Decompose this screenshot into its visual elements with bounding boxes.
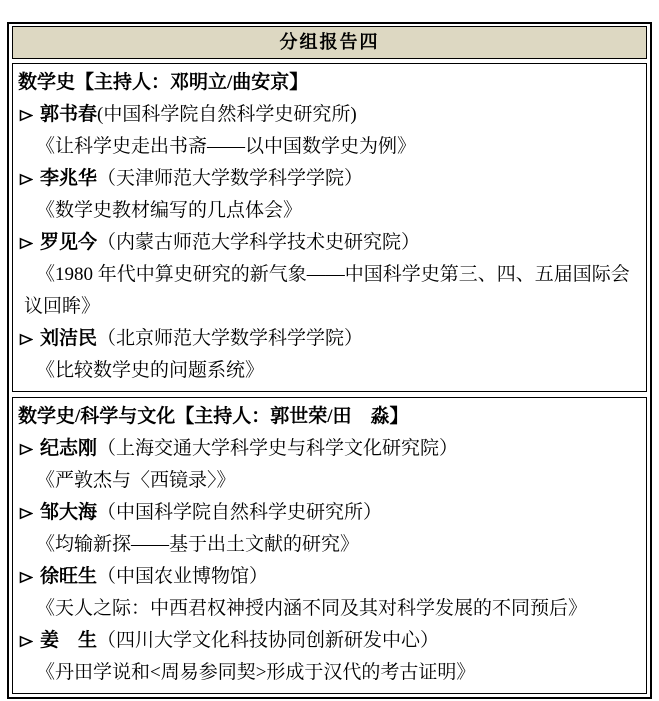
speaker-name: 罗见今 (40, 232, 98, 253)
arrow-bullet-icon (17, 433, 40, 465)
talk-title: 《均输新探——基于出土文献的研究》 (36, 534, 360, 555)
speaker-name: 姜 生 (40, 630, 98, 651)
session-heading: 数学史/科学与文化【主持人：郭世荣/田 淼】 (18, 406, 409, 427)
speaker-item (17, 323, 640, 355)
speaker-item (17, 163, 640, 195)
speaker-name: 邹大海 (40, 502, 98, 523)
session-heading: 数学史【主持人：邓明立/曲安京】 (18, 72, 309, 93)
report-table (7, 22, 652, 699)
speaker-affiliation: （上海交通大学科学史与科学文化研究院） (97, 438, 459, 459)
speaker-affiliation: (中国科学院自然科学史研究所) (97, 104, 357, 125)
talk-title: 《丹田学说和<周易参同契>形成于汉代的考古证明》 (36, 662, 476, 683)
speaker-item (17, 625, 640, 657)
speaker-affiliation: （内蒙古师范大学科学技术史研究院） (97, 232, 421, 253)
talk-title: 《数学史教材编写的几点体会》 (36, 200, 303, 221)
speaker-item (17, 227, 640, 259)
arrow-bullet-icon (17, 497, 40, 529)
speaker-item (17, 433, 640, 465)
talk-title: 《让科学史走出书斋——以中国数学史为例》 (36, 136, 417, 157)
arrow-bullet-icon (17, 561, 40, 593)
speaker-item (17, 561, 640, 593)
speaker-affiliation: （四川大学文化科技协同创新研发中心） (97, 630, 440, 651)
speaker-name: 郭书春 (40, 104, 98, 125)
speaker-name: 徐旺生 (40, 566, 98, 587)
arrow-bullet-icon (17, 625, 40, 657)
speaker-affiliation: （北京师范大学数学科学学院） (97, 328, 364, 349)
speaker-item (17, 99, 640, 131)
session-section-2 (12, 397, 647, 694)
session-section-1 (12, 63, 647, 392)
talk-title: 《1980 年代中算史研究的新气象——中国科学史第三、四、五届国际会议回眸》 (24, 264, 630, 317)
speaker-name: 纪志刚 (40, 438, 98, 459)
arrow-bullet-icon (17, 323, 40, 355)
speaker-affiliation: （中国科学院自然科学史研究所） (97, 502, 383, 523)
speaker-affiliation: （天津师范大学数学科学学院） (97, 168, 364, 189)
talk-title: 《天人之际：中西君权神授内涵不同及其对科学发展的不同预后》 (36, 598, 588, 619)
report-title: 分组报告四 (279, 32, 380, 52)
arrow-bullet-icon (17, 227, 40, 259)
speaker-affiliation: （中国农业博物馆） (97, 566, 269, 587)
talk-title: 《严敦杰与〈西镜录〉》 (36, 470, 236, 491)
report-header (12, 26, 647, 59)
speaker-name: 李兆华 (40, 168, 98, 189)
arrow-bullet-icon (17, 99, 40, 131)
speaker-name: 刘洁民 (40, 328, 98, 349)
speaker-item (17, 497, 640, 529)
arrow-bullet-icon (17, 163, 40, 195)
talk-title: 《比较数学史的问题系统》 (36, 360, 265, 381)
